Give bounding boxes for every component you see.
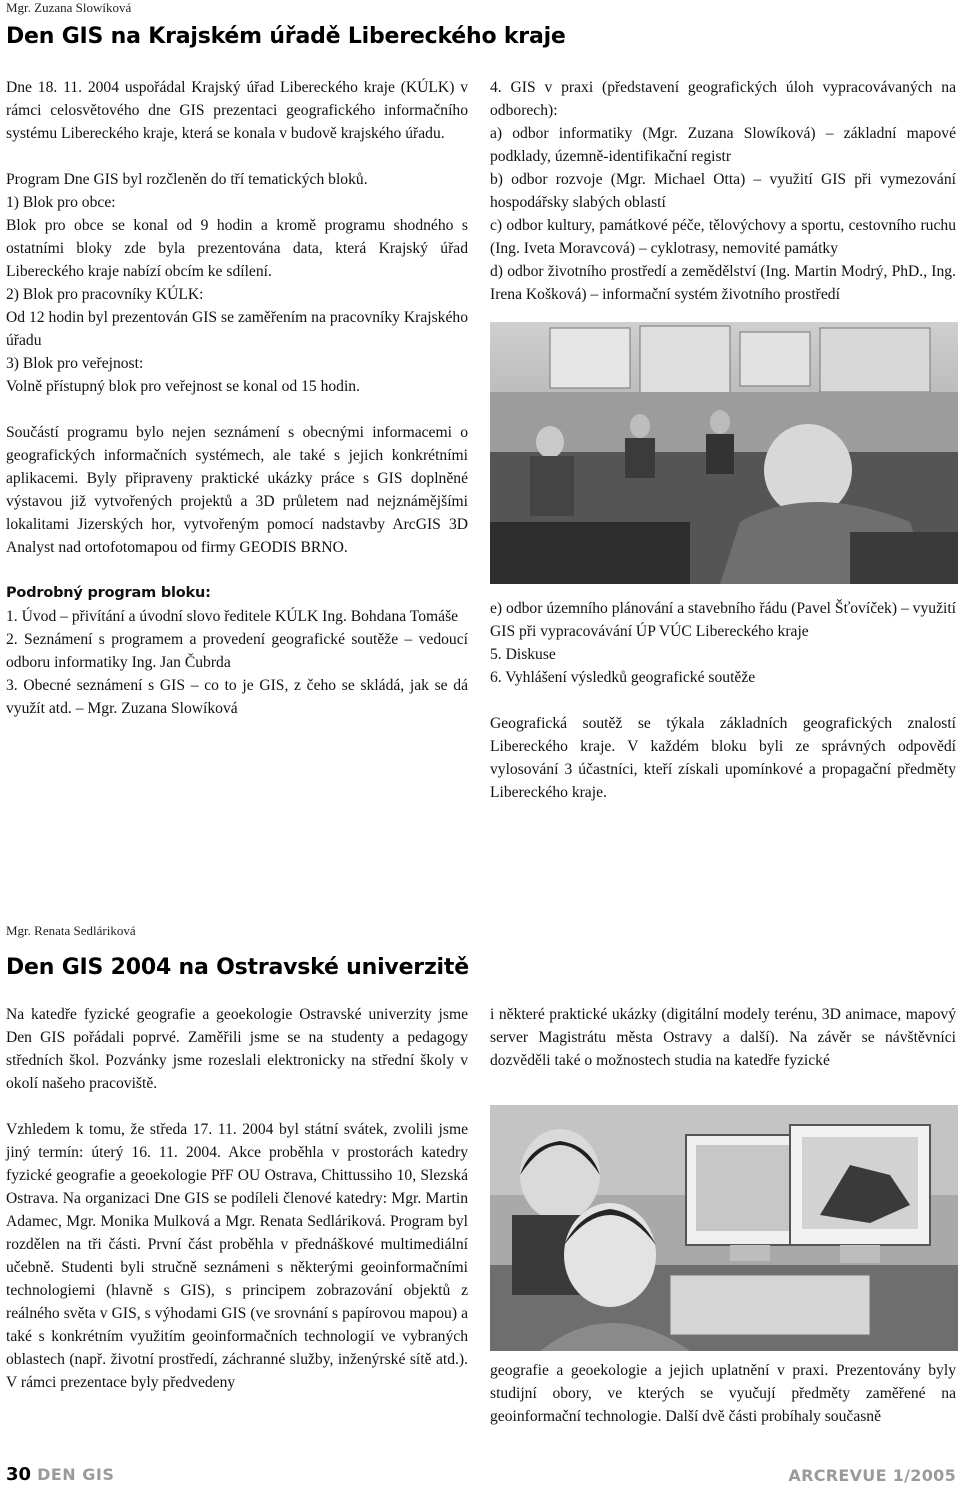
students-photo-graphic: [490, 1105, 958, 1351]
program-item: 2. Seznámení s programem a provedení geografické soutěže – vedoucí odboru informatiky Ing. Jan Čubrda: [6, 631, 468, 671]
article1-title: Den GIS na Krajském úřadě Libereckého kraje: [6, 24, 566, 49]
program-subitem: c) odbor kultury, památkové péče, tělovýchovy a sportu, cestovního ruchu (Ing. Iveta Moravcová) – cyklotrasy, nemovité památky: [490, 217, 956, 257]
program-heading: Podrobný program bloku:: [6, 585, 211, 601]
page-footer-left: [6, 1464, 114, 1485]
block1-text: Blok pro obce se konal od 9 hodin a kromě programu shodného s ostatními bloky zde byla prezentována data, která Krajský úřad Libereckého kraje nabízí obcím ke sdílení.: [6, 217, 468, 280]
article2-right-column-top: [490, 1003, 956, 1072]
workshop-photo-graphic: [490, 322, 958, 584]
program-item: 5. Diskuse: [490, 646, 556, 663]
article2-left-column: [6, 1003, 468, 1394]
program-paragraph: Součástí programu bylo nejen seznámení s obecnými informacemi o geografických informačních systémech, ale také s jejich konkrétními aplikacemi. Byly připraveny praktické ukázky práce s GIS doplněné výstavou již vytvořených projektů a 3D průletem nad nejznámějšími lokalitami Jizerských hor, vytvořeným pomocí nadstavby ArcGIS 3D Analyst nad ortofotomapou od firmy GEODIS BRNO.: [6, 424, 468, 556]
intro-paragraph: Dne 18. 11. 2004 uspořádal Krajský úřad Libereckého kraje (KÚLK) v rámci celosvětového dne GIS prezentaci geografického informačního systému Libereckého kraje, která se konala v budově krajského úřadu.: [6, 79, 468, 142]
block3-text: Volně přístupný blok pro veřejnost se konal od 15 hodin.: [6, 378, 361, 395]
program-subitem: d) odbor životního prostředí a zemědělství (Ing. Martin Modrý, PhD., Ing. Irena Košková) – informační systém životního prostředí: [490, 263, 956, 303]
article1-right-column-bottom: [490, 597, 956, 804]
program-item: 4. GIS v praxi (představení geografických úloh vypracovávaných na odborech):: [490, 79, 956, 119]
students-photo: [490, 1105, 958, 1351]
article2-right-column-bottom: [490, 1359, 956, 1428]
program-subitem: e) odbor územního plánování a stavebního řádu (Pavel Šťovíček) – využití GIS při vypracovávání ÚP VÚC Libereckého kraje: [490, 600, 956, 640]
block3-heading: 3) Blok pro veřejnost:: [6, 355, 144, 372]
article1-right-column-top: [490, 76, 956, 306]
program-subitem: a) odbor informatiky (Mgr. Zuzana Slowíková) – základní mapové podklady, územně-identifikační registr: [490, 125, 956, 165]
issue-label: ARCREVUE 1/2005: [788, 1466, 956, 1485]
article1-left-column: [6, 76, 468, 720]
article2-continuation: i některé praktické ukázky (digitální modely terénu, 3D animace, mapový server Magistrátu města Ostravy a další). Na závěr se návštěvníci dozvěděli také o možnostech studia na katedře fyzické: [490, 1006, 956, 1069]
program-intro: Program Dne GIS byl rozčleněn do tří tematických bloků.: [6, 171, 368, 188]
block1-heading: 1) Blok pro obce:: [6, 194, 116, 211]
article2-intro: Na katedře fyzické geografie a geoekologie Ostravské univerzity jsme Den GIS pořádali poprvé. Zaměřili jsme se na studenty a pedagogy středních škol. Pozvánky jsme rozeslali elektronicky na střední školy v okolí našeho pracoviště.: [6, 1006, 468, 1092]
program-item: 3. Obecné seznámení s GIS – co to je GIS, z čeho se skládá, jak se dá využít atd. – Mgr. Zuzana Slowíková: [6, 677, 468, 717]
workshop-photo: [490, 322, 958, 584]
article1-author: Mgr. Zuzana Slowíková: [6, 0, 132, 15]
program-item: 6. Vyhlášení výsledků geografické soutěže: [490, 669, 756, 686]
page-number: 30: [6, 1464, 32, 1485]
program-subitem: b) odbor rozvoje (Mgr. Michael Otta) – využití GIS při vymezování hospodářsky slabých oblastí: [490, 171, 956, 211]
article2-continuation-2: geografie a geoekologie a jejich uplatnění v praxi. Prezentovány byly studijní obory, ve kterých se vyučují předměty zaměřené na geoinformační technologie. Další dvě části probíhaly současně: [490, 1362, 956, 1425]
article2-body: Vzhledem k tomu, že středa 17. 11. 2004 byl státní svátek, zvolili jsme jiný termín: úterý 16. 11. 2004. Akce proběhla v prostorách katedry fyzické geografie a geoekologie PřF OU Ostrava, Chittussiho 10, Slezská Ostrava. Na organizaci Dne GIS se podíleli členové katedry: Mgr. Martin Adamec, Mgr. Monika Mulková a Mgr. Renata Sedláriková. Program byl rozdělen na tři části. První část proběhla v přednáškové multimediální učebně. Studenti byli stručně seznámeni s některými geoinformačními technologiemi (hlavně s GIS), s principem zobrazování objektů z reálného světa v GIS, s výhodami GIS (ve srovnání s papírovou mapou) a také s konkrétním využitím geoinformačních technologií ve vybraných oblastech (např. životní prostředí, záchranné služby, inženýrské sítě atd.). V rámci prezentace byly předvedeny: [6, 1121, 468, 1391]
section-name: DEN GIS: [37, 1465, 115, 1484]
block2-heading: 2) Blok pro pracovníky KÚLK:: [6, 286, 204, 303]
contest-paragraph: Geografická soutěž se týkala základních geografických znalostí Libereckého kraje. V každém bloku byli ze správných odpovědí vylosování 3 účastníci, kteří získali upomínkové a propagační předměty Libereckého kraje.: [490, 715, 956, 801]
article2-title: Den GIS 2004 na Ostravské univerzitě: [6, 955, 469, 980]
program-item: 1. Úvod – přivítání a úvodní slovo ředitele KÚLK Ing. Bohdana Tomáše: [6, 608, 459, 625]
article2-author: Mgr. Renata Sedláriková: [6, 923, 136, 938]
block2-text: Od 12 hodin byl prezentován GIS se zaměřením na pracovníky Krajského úřadu: [6, 309, 468, 349]
